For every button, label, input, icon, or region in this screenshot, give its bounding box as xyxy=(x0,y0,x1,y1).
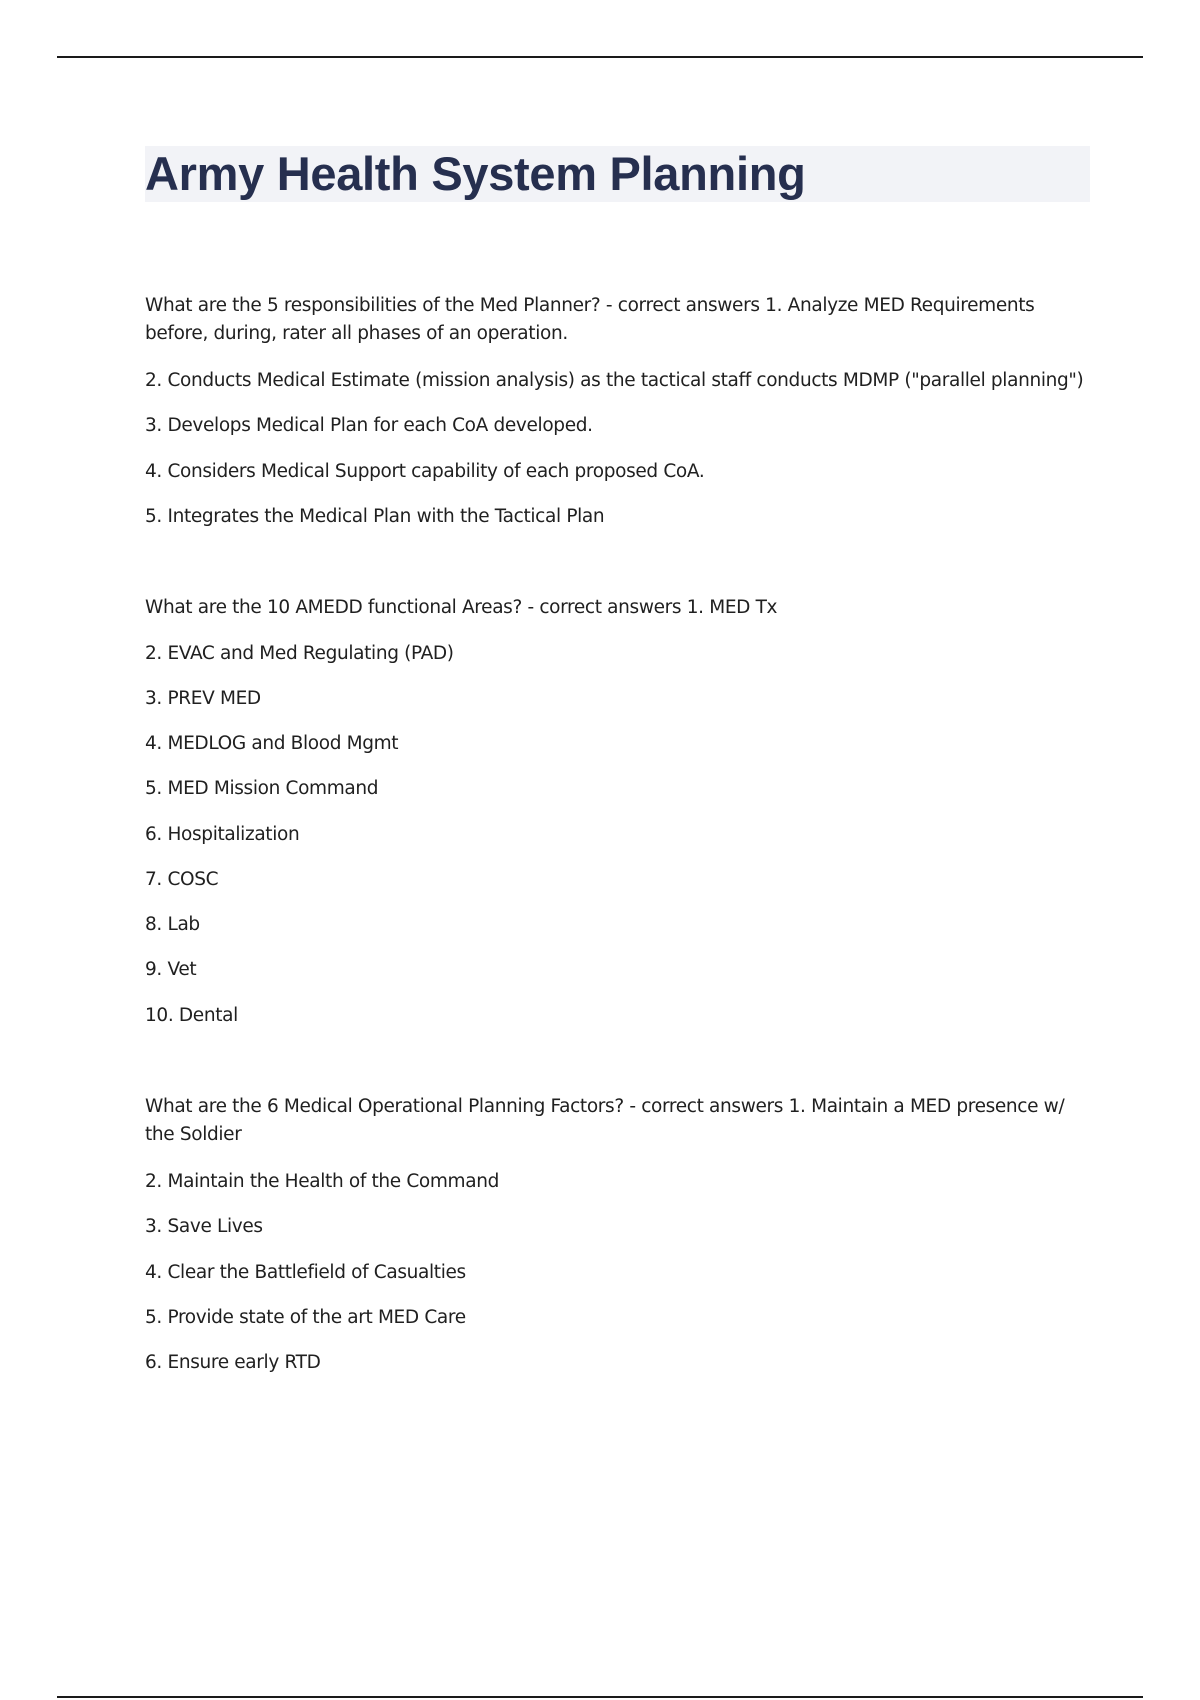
answer-item: 2. EVAC and Med Regulating (PAD) xyxy=(145,643,454,664)
top-rule xyxy=(57,56,1143,58)
answer-item: 5. MED Mission Command xyxy=(145,778,379,799)
answer-item: 8. Lab xyxy=(145,914,200,935)
question-2: What are the 10 AMEDD functional Areas? - correct answers 1. MED Tx xyxy=(145,597,778,618)
document-title: Army Health System Planning xyxy=(145,147,806,200)
answer-item: 5. Integrates the Medical Plan with the Tactical Plan xyxy=(145,506,605,527)
answer-item: 7. COSC xyxy=(145,869,219,890)
answer-item: 4. Considers Medical Support capability of each proposed CoA. xyxy=(145,461,705,482)
answer-item: 10. Dental xyxy=(145,1005,238,1026)
answer-item: 9. Vet xyxy=(145,959,197,980)
answer-item: 5. Provide state of the art MED Care xyxy=(145,1307,466,1328)
answer-item: 2. Maintain the Health of the Command xyxy=(145,1171,499,1192)
question-1: What are the 5 responsibilities of the Med Planner? - correct answers 1. Analyze MED Requirements before, during, rater all phases of an operation. xyxy=(145,295,1035,344)
answer-item: 6. Hospitalization xyxy=(145,824,300,845)
answer-item: 3. PREV MED xyxy=(145,688,261,709)
question-3: What are the 6 Medical Operational Planning Factors? - correct answers 1. Maintain a MED presence w/ the Soldier xyxy=(145,1096,1065,1145)
answer-item: 4. MEDLOG and Blood Mgmt xyxy=(145,733,399,754)
bottom-rule xyxy=(57,1696,1143,1698)
answer-item: 3. Save Lives xyxy=(145,1216,263,1237)
answer-item: 6. Ensure early RTD xyxy=(145,1352,321,1373)
answer-item: 3. Develops Medical Plan for each CoA developed. xyxy=(145,415,593,436)
answer-item: 2. Conducts Medical Estimate (mission analysis) as the tactical staff conducts MDMP ("parallel planning") xyxy=(145,370,1084,391)
answer-item: 4. Clear the Battlefield of Casualties xyxy=(145,1262,466,1283)
